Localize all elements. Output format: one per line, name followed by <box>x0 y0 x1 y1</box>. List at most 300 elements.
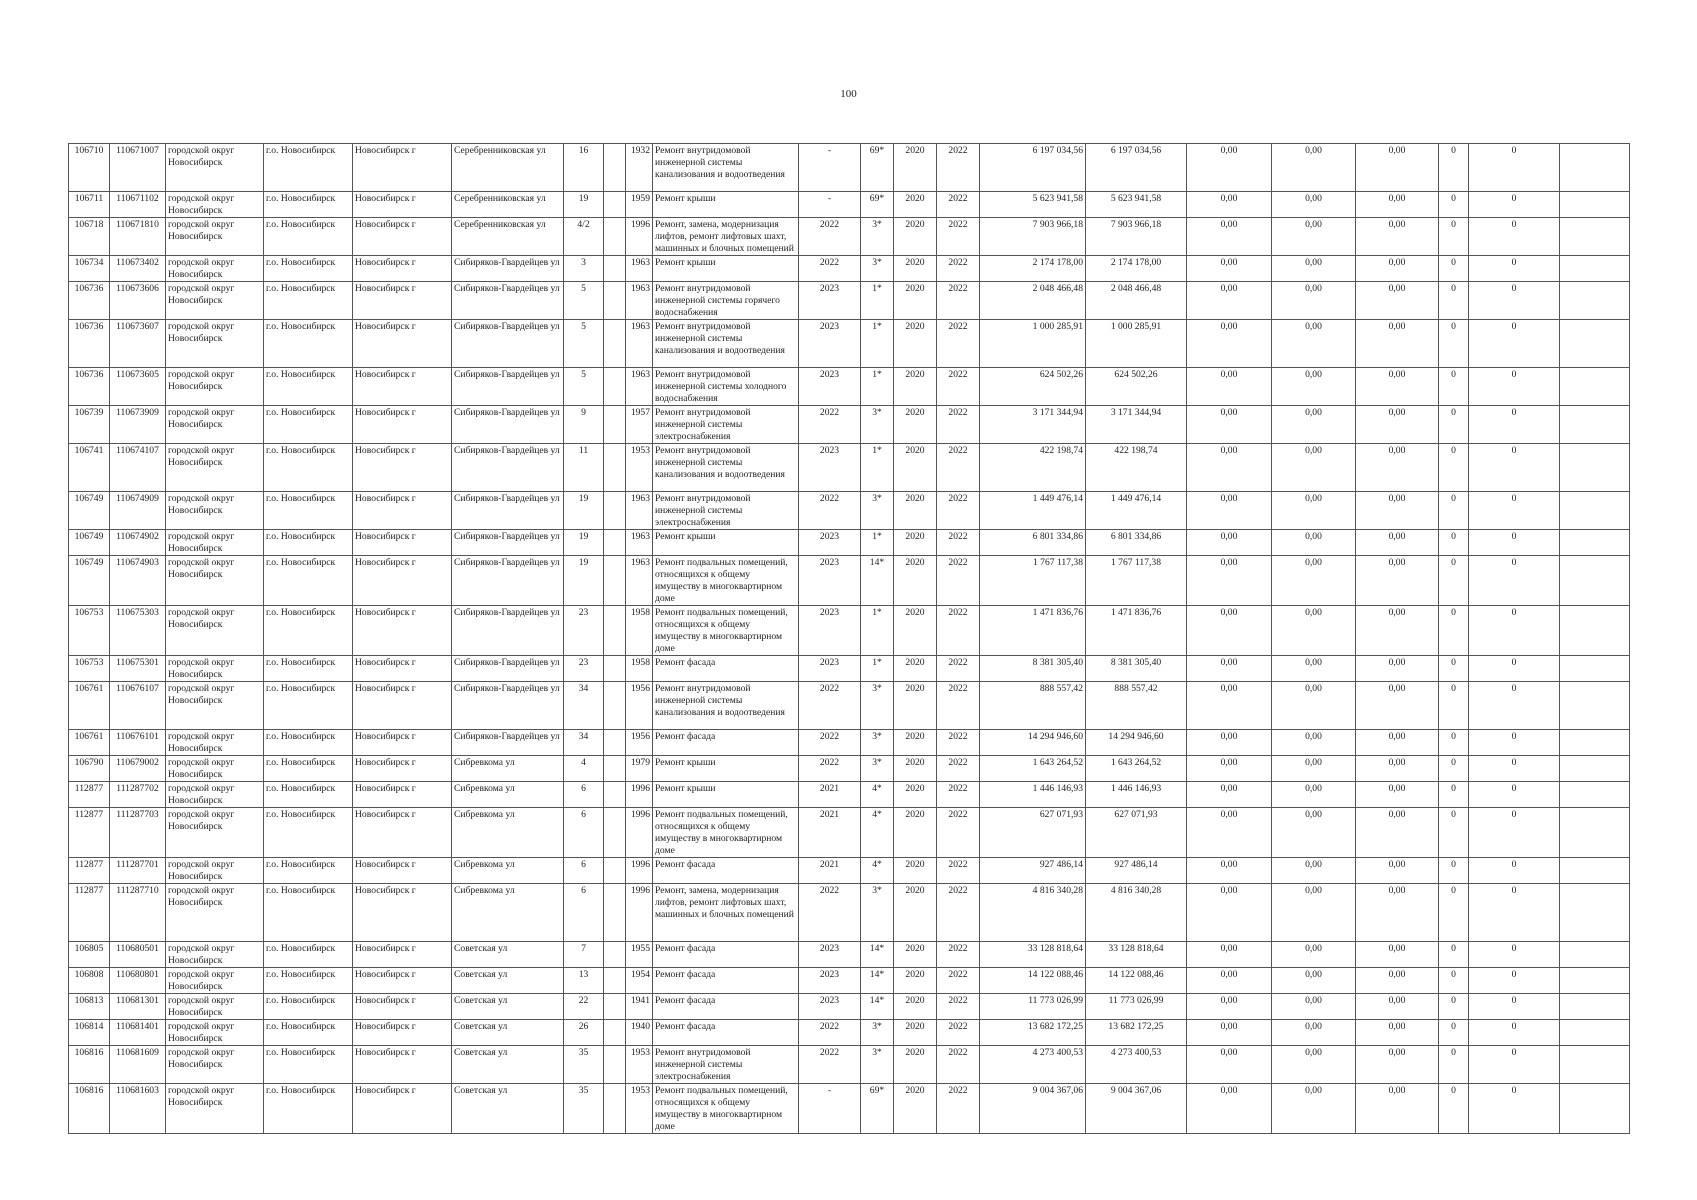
cell-volume-units: 0 <box>1469 256 1560 282</box>
cell-volume-units: 0 <box>1469 556 1560 606</box>
cell-district: г.о. Новосибирск <box>264 858 353 884</box>
cell-year-to: 2022 <box>937 1084 980 1134</box>
cell-volume-units: 0 <box>1469 444 1560 492</box>
cell-house-id: 106753 <box>69 606 110 656</box>
cell-cost-budget-local: 0,00 <box>1356 256 1439 282</box>
cell-building <box>604 782 626 808</box>
cell-house-number: 4 <box>564 756 604 782</box>
cell-volume: 0 <box>1439 682 1469 730</box>
cell-total-cost: 1 449 476,14 <box>980 492 1086 530</box>
cell-volume: 0 <box>1439 782 1469 808</box>
cell-cost-fund: 4 273 400,53 <box>1086 1046 1187 1084</box>
cell-municipality: городской округ Новосибирск <box>166 320 264 368</box>
cell-volume: 0 <box>1439 656 1469 682</box>
cell-cost-budget-regional: 0,00 <box>1272 656 1356 682</box>
cell-street: Сибиряков-Гвардейцев ул <box>452 320 564 368</box>
cell-work-id: 110681401 <box>110 1020 166 1046</box>
cell-district: г.о. Новосибирск <box>264 656 353 682</box>
cell-municipality: городской округ Новосибирск <box>166 144 264 192</box>
cell-work-type: Ремонт внутридомовой инженерной системы электроснабжения <box>653 492 799 530</box>
cell-deadline: 2022 <box>799 1046 861 1084</box>
cell-notes <box>1560 530 1630 556</box>
cell-house-id: 106816 <box>69 1084 110 1134</box>
cell-work-type: Ремонт, замена, модернизация лифтов, ремонт лифтовых шахт, машинных и блочных помещений <box>653 218 799 256</box>
cell-reason: 1* <box>861 368 894 406</box>
cell-municipality: городской округ Новосибирск <box>166 682 264 730</box>
cell-locality: Новосибирск г <box>353 368 452 406</box>
cell-municipality: городской округ Новосибирск <box>166 808 264 858</box>
cell-cost-budget-regional: 0,00 <box>1272 994 1356 1020</box>
cell-cost-fund: 422 198,74 <box>1086 444 1187 492</box>
cell-notes <box>1560 406 1630 444</box>
cell-year-to: 2022 <box>937 756 980 782</box>
cell-house-id: 106710 <box>69 144 110 192</box>
cell-deadline: 2023 <box>799 530 861 556</box>
cell-year-from: 2020 <box>894 994 937 1020</box>
cell-year-from: 2020 <box>894 968 937 994</box>
cell-total-cost: 2 174 178,00 <box>980 256 1086 282</box>
cell-year-from: 2020 <box>894 942 937 968</box>
cell-volume-units: 0 <box>1469 192 1560 218</box>
cell-year-from: 2020 <box>894 282 937 320</box>
table-row <box>69 1020 1630 1046</box>
cell-cost-budget-local: 0,00 <box>1356 1084 1439 1134</box>
cell-street: Сибревкома ул <box>452 756 564 782</box>
cell-municipality: городской округ Новосибирск <box>166 368 264 406</box>
cell-total-cost: 7 903 966,18 <box>980 218 1086 256</box>
cell-notes <box>1560 858 1630 884</box>
cell-cost-budget-local: 0,00 <box>1356 530 1439 556</box>
table-row <box>69 782 1630 808</box>
cell-volume: 0 <box>1439 492 1469 530</box>
cell-cost-budget-federal: 0,00 <box>1187 1046 1272 1084</box>
cell-locality: Новосибирск г <box>353 530 452 556</box>
cell-house-number: 34 <box>564 730 604 756</box>
cell-volume: 0 <box>1439 368 1469 406</box>
table-row <box>69 756 1630 782</box>
cell-reason: 1* <box>861 444 894 492</box>
cell-district: г.о. Новосибирск <box>264 1020 353 1046</box>
cell-volume: 0 <box>1439 606 1469 656</box>
cell-street: Серебренниковская ул <box>452 218 564 256</box>
cell-notes <box>1560 556 1630 606</box>
cell-year-from: 2020 <box>894 656 937 682</box>
cell-house-id: 106749 <box>69 492 110 530</box>
cell-volume: 0 <box>1439 444 1469 492</box>
cell-cost-budget-local: 0,00 <box>1356 730 1439 756</box>
cell-total-cost: 9 004 367,06 <box>980 1084 1086 1134</box>
cell-municipality: городской округ Новосибирск <box>166 444 264 492</box>
cell-district: г.о. Новосибирск <box>264 556 353 606</box>
cell-municipality: городской округ Новосибирск <box>166 406 264 444</box>
cell-year-from: 2020 <box>894 492 937 530</box>
cell-house-id: 112877 <box>69 808 110 858</box>
cell-deadline: 2023 <box>799 656 861 682</box>
table-row <box>69 192 1630 218</box>
cell-notes <box>1560 444 1630 492</box>
cell-work-type: Ремонт подвальных помещений, относящихся к общему имуществу в многоквартирном доме <box>653 606 799 656</box>
cell-house-id: 106814 <box>69 1020 110 1046</box>
cell-work-id: 111287703 <box>110 808 166 858</box>
cell-reason: 1* <box>861 656 894 682</box>
table-row <box>69 444 1630 492</box>
cell-notes <box>1560 320 1630 368</box>
table-row <box>69 218 1630 256</box>
cell-building <box>604 1020 626 1046</box>
cell-year-to: 2022 <box>937 256 980 282</box>
cell-cost-budget-federal: 0,00 <box>1187 884 1272 942</box>
cell-total-cost: 1 446 146,93 <box>980 782 1086 808</box>
cell-work-id: 110674903 <box>110 556 166 606</box>
cell-work-type: Ремонт внутридомовой инженерной системы канализования и водоотведения <box>653 444 799 492</box>
cell-cost-fund: 33 128 818,64 <box>1086 942 1187 968</box>
cell-house-number: 35 <box>564 1046 604 1084</box>
cell-cost-budget-regional: 0,00 <box>1272 192 1356 218</box>
cell-cost-budget-local: 0,00 <box>1356 994 1439 1020</box>
cell-volume-units: 0 <box>1469 1084 1560 1134</box>
cell-house-number: 4/2 <box>564 218 604 256</box>
cell-building <box>604 1046 626 1084</box>
table-row <box>69 406 1630 444</box>
cell-volume: 0 <box>1439 282 1469 320</box>
cell-cost-budget-regional: 0,00 <box>1272 730 1356 756</box>
cell-year-to: 2022 <box>937 808 980 858</box>
cell-municipality: городской округ Новосибирск <box>166 994 264 1020</box>
cell-house-id: 112877 <box>69 884 110 942</box>
cell-cost-fund: 5 623 941,58 <box>1086 192 1187 218</box>
cell-locality: Новосибирск г <box>353 444 452 492</box>
cell-house-id: 106711 <box>69 192 110 218</box>
cell-locality: Новосибирск г <box>353 282 452 320</box>
cell-cost-budget-regional: 0,00 <box>1272 606 1356 656</box>
cell-work-type: Ремонт внутридомовой инженерной системы горячего водоснабжения <box>653 282 799 320</box>
cell-municipality: городской округ Новосибирск <box>166 1020 264 1046</box>
cell-cost-budget-local: 0,00 <box>1356 492 1439 530</box>
cell-reason: 3* <box>861 1020 894 1046</box>
cell-building <box>604 368 626 406</box>
cell-street: Сибревкома ул <box>452 884 564 942</box>
cell-cost-budget-local: 0,00 <box>1356 858 1439 884</box>
cell-street: Сибревкома ул <box>452 808 564 858</box>
cell-house-number: 23 <box>564 656 604 682</box>
cell-deadline: 2023 <box>799 444 861 492</box>
cell-work-id: 110676107 <box>110 682 166 730</box>
cell-volume: 0 <box>1439 994 1469 1020</box>
cell-volume-units: 0 <box>1469 530 1560 556</box>
cell-reason: 14* <box>861 994 894 1020</box>
cell-house-id: 106749 <box>69 556 110 606</box>
cell-district: г.о. Новосибирск <box>264 406 353 444</box>
table-row <box>69 1046 1630 1084</box>
cell-house-number: 5 <box>564 368 604 406</box>
cell-year-from: 2020 <box>894 444 937 492</box>
cell-municipality: городской округ Новосибирск <box>166 556 264 606</box>
cell-cost-budget-federal: 0,00 <box>1187 218 1272 256</box>
cell-volume-units: 0 <box>1469 1020 1560 1046</box>
cell-work-id: 110681609 <box>110 1046 166 1084</box>
cell-year-from: 2020 <box>894 682 937 730</box>
cell-locality: Новосибирск г <box>353 192 452 218</box>
cell-build-year: 1963 <box>626 492 653 530</box>
cell-reason: 3* <box>861 406 894 444</box>
cell-street: Советская ул <box>452 1046 564 1084</box>
cell-notes <box>1560 218 1630 256</box>
cell-street: Сибревкома ул <box>452 782 564 808</box>
cell-house-id: 106749 <box>69 530 110 556</box>
cell-build-year: 1957 <box>626 406 653 444</box>
cell-build-year: 1996 <box>626 858 653 884</box>
cell-cost-budget-federal: 0,00 <box>1187 858 1272 884</box>
cell-work-type: Ремонт фасада <box>653 942 799 968</box>
cell-house-id: 106816 <box>69 1046 110 1084</box>
table-row <box>69 968 1630 994</box>
capital-repair-table <box>68 143 1630 1134</box>
cell-volume: 0 <box>1439 808 1469 858</box>
cell-notes <box>1560 782 1630 808</box>
cell-house-number: 6 <box>564 782 604 808</box>
cell-district: г.о. Новосибирск <box>264 606 353 656</box>
cell-volume-units: 0 <box>1469 144 1560 192</box>
cell-street: Серебренниковская ул <box>452 144 564 192</box>
cell-total-cost: 1 643 264,52 <box>980 756 1086 782</box>
cell-year-to: 2022 <box>937 730 980 756</box>
cell-total-cost: 11 773 026,99 <box>980 994 1086 1020</box>
cell-district: г.о. Новосибирск <box>264 320 353 368</box>
cell-cost-fund: 14 294 946,60 <box>1086 730 1187 756</box>
cell-year-to: 2022 <box>937 858 980 884</box>
cell-cost-budget-regional: 0,00 <box>1272 1020 1356 1046</box>
cell-house-number: 19 <box>564 556 604 606</box>
cell-street: Сибиряков-Гвардейцев ул <box>452 606 564 656</box>
cell-notes <box>1560 884 1630 942</box>
cell-work-type: Ремонт фасада <box>653 730 799 756</box>
cell-building <box>604 1084 626 1134</box>
cell-volume-units: 0 <box>1469 942 1560 968</box>
cell-volume-units: 0 <box>1469 968 1560 994</box>
cell-reason: 3* <box>861 218 894 256</box>
cell-locality: Новосибирск г <box>353 320 452 368</box>
cell-municipality: городской округ Новосибирск <box>166 218 264 256</box>
cell-volume: 0 <box>1439 968 1469 994</box>
cell-cost-budget-local: 0,00 <box>1356 1020 1439 1046</box>
table-row <box>69 320 1630 368</box>
cell-cost-fund: 888 557,42 <box>1086 682 1187 730</box>
cell-work-type: Ремонт фасада <box>653 994 799 1020</box>
cell-volume-units: 0 <box>1469 218 1560 256</box>
cell-locality: Новосибирск г <box>353 1084 452 1134</box>
cell-municipality: городской округ Новосибирск <box>166 782 264 808</box>
cell-reason: 3* <box>861 884 894 942</box>
cell-volume: 0 <box>1439 406 1469 444</box>
cell-year-from: 2020 <box>894 192 937 218</box>
cell-volume: 0 <box>1439 256 1469 282</box>
cell-year-from: 2020 <box>894 320 937 368</box>
cell-reason: 69* <box>861 144 894 192</box>
cell-deadline: 2022 <box>799 682 861 730</box>
cell-build-year: 1941 <box>626 994 653 1020</box>
cell-work-id: 110673909 <box>110 406 166 444</box>
cell-volume-units: 0 <box>1469 730 1560 756</box>
cell-street: Сибревкома ул <box>452 858 564 884</box>
table-row <box>69 858 1630 884</box>
cell-cost-budget-federal: 0,00 <box>1187 730 1272 756</box>
cell-house-number: 13 <box>564 968 604 994</box>
cell-cost-fund: 8 381 305,40 <box>1086 656 1187 682</box>
cell-volume: 0 <box>1439 1046 1469 1084</box>
cell-cost-budget-regional: 0,00 <box>1272 1084 1356 1134</box>
cell-build-year: 1932 <box>626 144 653 192</box>
cell-year-to: 2022 <box>937 556 980 606</box>
cell-total-cost: 1 000 285,91 <box>980 320 1086 368</box>
cell-locality: Новосибирск г <box>353 730 452 756</box>
cell-district: г.о. Новосибирск <box>264 256 353 282</box>
cell-cost-budget-federal: 0,00 <box>1187 756 1272 782</box>
cell-year-from: 2020 <box>894 730 937 756</box>
cell-house-number: 6 <box>564 808 604 858</box>
cell-cost-budget-federal: 0,00 <box>1187 968 1272 994</box>
cell-cost-budget-regional: 0,00 <box>1272 368 1356 406</box>
cell-build-year: 1953 <box>626 1046 653 1084</box>
cell-cost-budget-local: 0,00 <box>1356 968 1439 994</box>
cell-deadline: 2021 <box>799 782 861 808</box>
table-row <box>69 1084 1630 1134</box>
cell-build-year: 1953 <box>626 1084 653 1134</box>
cell-municipality: городской округ Новосибирск <box>166 884 264 942</box>
cell-volume: 0 <box>1439 556 1469 606</box>
cell-cost-budget-regional: 0,00 <box>1272 320 1356 368</box>
cell-cost-budget-local: 0,00 <box>1356 606 1439 656</box>
cell-year-to: 2022 <box>937 968 980 994</box>
cell-building <box>604 218 626 256</box>
cell-cost-budget-federal: 0,00 <box>1187 320 1272 368</box>
cell-deadline: - <box>799 1084 861 1134</box>
cell-cost-budget-regional: 0,00 <box>1272 492 1356 530</box>
cell-notes <box>1560 1046 1630 1084</box>
cell-street: Сибиряков-Гвардейцев ул <box>452 492 564 530</box>
cell-notes <box>1560 256 1630 282</box>
cell-locality: Новосибирск г <box>353 656 452 682</box>
cell-year-from: 2020 <box>894 782 937 808</box>
cell-cost-budget-local: 0,00 <box>1356 320 1439 368</box>
cell-house-number: 7 <box>564 942 604 968</box>
cell-cost-budget-regional: 0,00 <box>1272 406 1356 444</box>
cell-house-id: 106761 <box>69 730 110 756</box>
cell-cost-budget-regional: 0,00 <box>1272 144 1356 192</box>
cell-house-number: 5 <box>564 320 604 368</box>
cell-cost-budget-local: 0,00 <box>1356 682 1439 730</box>
cell-volume-units: 0 <box>1469 606 1560 656</box>
cell-house-id: 106813 <box>69 994 110 1020</box>
cell-cost-budget-regional: 0,00 <box>1272 556 1356 606</box>
cell-notes <box>1560 1084 1630 1134</box>
cell-volume-units: 0 <box>1469 782 1560 808</box>
cell-house-number: 19 <box>564 530 604 556</box>
table-row <box>69 942 1630 968</box>
cell-volume-units: 0 <box>1469 282 1560 320</box>
cell-year-from: 2020 <box>894 1046 937 1084</box>
cell-year-to: 2022 <box>937 192 980 218</box>
cell-house-number: 5 <box>564 282 604 320</box>
cell-work-type: Ремонт крыши <box>653 530 799 556</box>
cell-year-from: 2020 <box>894 556 937 606</box>
cell-volume: 0 <box>1439 320 1469 368</box>
cell-build-year: 1963 <box>626 256 653 282</box>
cell-building <box>604 256 626 282</box>
cell-work-type: Ремонт фасада <box>653 1020 799 1046</box>
cell-year-to: 2022 <box>937 682 980 730</box>
cell-cost-budget-local: 0,00 <box>1356 218 1439 256</box>
cell-reason: 3* <box>861 730 894 756</box>
cell-house-number: 6 <box>564 884 604 942</box>
cell-total-cost: 2 048 466,48 <box>980 282 1086 320</box>
cell-municipality: городской округ Новосибирск <box>166 606 264 656</box>
cell-volume-units: 0 <box>1469 406 1560 444</box>
cell-work-id: 110671810 <box>110 218 166 256</box>
cell-notes <box>1560 994 1630 1020</box>
cell-work-id: 110679002 <box>110 756 166 782</box>
cell-cost-budget-local: 0,00 <box>1356 884 1439 942</box>
cell-municipality: городской округ Новосибирск <box>166 942 264 968</box>
cell-total-cost: 6 197 034,56 <box>980 144 1086 192</box>
cell-cost-fund: 1 446 146,93 <box>1086 782 1187 808</box>
table-row <box>69 256 1630 282</box>
cell-cost-fund: 624 502,26 <box>1086 368 1187 406</box>
cell-deadline: 2023 <box>799 368 861 406</box>
cell-cost-budget-federal: 0,00 <box>1187 144 1272 192</box>
cell-notes <box>1560 1020 1630 1046</box>
cell-cost-budget-local: 0,00 <box>1356 1046 1439 1084</box>
cell-deadline: 2022 <box>799 884 861 942</box>
cell-building <box>604 282 626 320</box>
cell-building <box>604 444 626 492</box>
cell-district: г.о. Новосибирск <box>264 530 353 556</box>
cell-cost-budget-local: 0,00 <box>1356 368 1439 406</box>
cell-deadline: 2023 <box>799 282 861 320</box>
cell-build-year: 1955 <box>626 942 653 968</box>
cell-cost-budget-regional: 0,00 <box>1272 756 1356 782</box>
cell-building <box>604 492 626 530</box>
cell-build-year: 1963 <box>626 320 653 368</box>
cell-build-year: 1996 <box>626 218 653 256</box>
cell-district: г.о. Новосибирск <box>264 1046 353 1084</box>
cell-reason: 3* <box>861 682 894 730</box>
cell-district: г.о. Новосибирск <box>264 808 353 858</box>
cell-reason: 1* <box>861 282 894 320</box>
cell-total-cost: 624 502,26 <box>980 368 1086 406</box>
cell-locality: Новосибирск г <box>353 256 452 282</box>
cell-street: Сибиряков-Гвардейцев ул <box>452 282 564 320</box>
cell-reason: 1* <box>861 530 894 556</box>
cell-deadline: 2023 <box>799 942 861 968</box>
cell-locality: Новосибирск г <box>353 556 452 606</box>
cell-locality: Новосибирск г <box>353 1020 452 1046</box>
cell-reason: 14* <box>861 942 894 968</box>
cell-build-year: 1954 <box>626 968 653 994</box>
cell-year-from: 2020 <box>894 256 937 282</box>
cell-year-to: 2022 <box>937 1046 980 1084</box>
cell-cost-budget-local: 0,00 <box>1356 556 1439 606</box>
cell-deadline: 2022 <box>799 1020 861 1046</box>
cell-house-number: 34 <box>564 682 604 730</box>
cell-work-id: 110673402 <box>110 256 166 282</box>
cell-cost-budget-federal: 0,00 <box>1187 256 1272 282</box>
cell-year-from: 2020 <box>894 406 937 444</box>
cell-deadline: 2022 <box>799 756 861 782</box>
cell-district: г.о. Новосибирск <box>264 1084 353 1134</box>
cell-notes <box>1560 730 1630 756</box>
table-row <box>69 144 1630 192</box>
cell-work-type: Ремонт, замена, модернизация лифтов, ремонт лифтовых шахт, машинных и блочных помещений <box>653 884 799 942</box>
